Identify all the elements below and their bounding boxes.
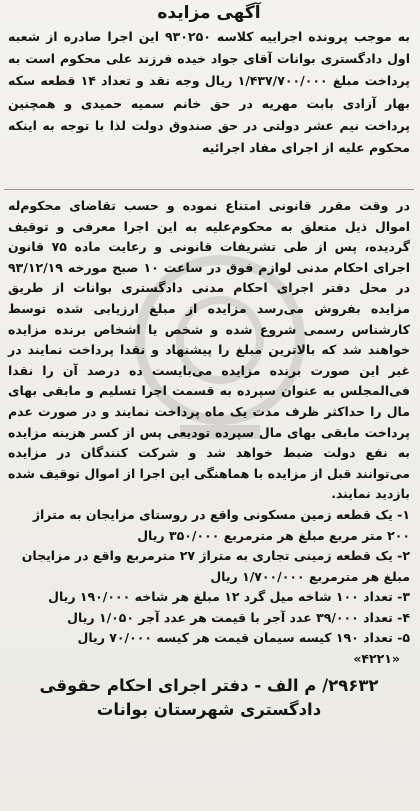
auction-item: ۳- تعداد ۱۰۰ شاخه میل گرد ۱۲ مبلغ هر شاخه ۱۹۰/۰۰۰ ریال (48, 589, 410, 605)
reference-number: «۴۲۲۱» (353, 651, 400, 667)
auction-items-list (8, 505, 410, 649)
footer-office-line: ۲۹۶۳۲/ م الف - دفتر اجرای احکام حقوقی (39, 675, 379, 695)
auction-item: ۱- یک قطعه زمین مسکونی واقع در روستای مزایجان به متراژ ۲۰۰ متر مربع مبلغ هر مترمربع ۳۵۰/۰۰۰ ریال (32, 506, 410, 543)
notice-header-block (4, 2, 414, 190)
notice-body-paragraph: در وقت مقرر قانونی امتناع نموده و حسب تقاضای محکوم‌له اموال ذیل متعلق به محکوم‌علیه به این اجرا معرفی و توقیف گردیده، پس از طی تشریفات قانونی و رعایت ماده ۷۵ قانون اجرای احکام مدنی لوازم فوق در ساعت ۱۰ صبح مورخه ۹۳/۱۲/۱۹ در محل دفتر اجرای احکام مدنی دادگستری بوانات از طریق مزایده بفروش می‌رسد مزایده از مبلغ ارزیابی شده توسط کارشناس رسمی شروع شده و شخص یا اشخاص برنده مزایده خواهند شد که بالاترین مبلغ را پیشنهاد و نقدا پرداخت نمایند در غیر این صورت برنده مزایده می‌بایست ده درصد آن را نقدا فی‌المجلس به عنوان سپرده به قسمت اجرا تسلیم و مابقی بهای مال را حداکثر ظرف مدت یک ماه پرداخت نمایند و در صورت عدم پرداخت مابقی بهای مال سپرده تودیعی پس از کسر هزینه مزایده به نفع دولت ضبط خواهد شد و شرکت کنندگان در مزایده می‌توانند قبل از مزایده با هماهنگی این اجرا از اموال توقیف شده بازدید نمایند. (8, 198, 411, 502)
auction-item: ۵- تعداد ۱۹۰ کیسه سیمان قیمت هر کیسه ۷۰/۰۰۰ ریال (77, 630, 410, 646)
notice-intro-paragraph: به موجب پرونده اجراییه کلاسه ۹۳۰۲۵۰ این اجرا صادره از شعبه اول دادگستری بوانات آقای جواد خیده فرزند علی محکوم است به پرداخت مبلغ ۱/۴۳۷/۷۰۰/۰۰۰ ریال وجه نقد و تعداد ۱۴ قطعه سکه بهار آزادی بابت مهریه در حق خانم سمیه حمیدی و همچنین پرداخت نیم عشر دولتی در حق صندوق دولت لذا با توجه به اینکه محکوم علیه از اجرای مفاد اجرائیه (8, 29, 410, 156)
auction-item: ۴- تعداد ۳۹/۰۰۰ عدد آجر با قیمت هر عدد آجر ۱/۰۵۰ ریال (67, 609, 410, 625)
notice-title: آگهی مزایده (157, 3, 261, 23)
auction-item: ۲- یک قطعه زمینی تجاری به متراژ ۲۷ مترمربع واقع در مزایجان مبلغ هر مترمربع ۱/۷۰۰/۰۰۰ ریال (21, 548, 410, 584)
notice-body-block (4, 196, 414, 807)
notice-footer (8, 674, 410, 722)
footer-court-line: دادگستری شهرستان بوانات (96, 699, 322, 719)
